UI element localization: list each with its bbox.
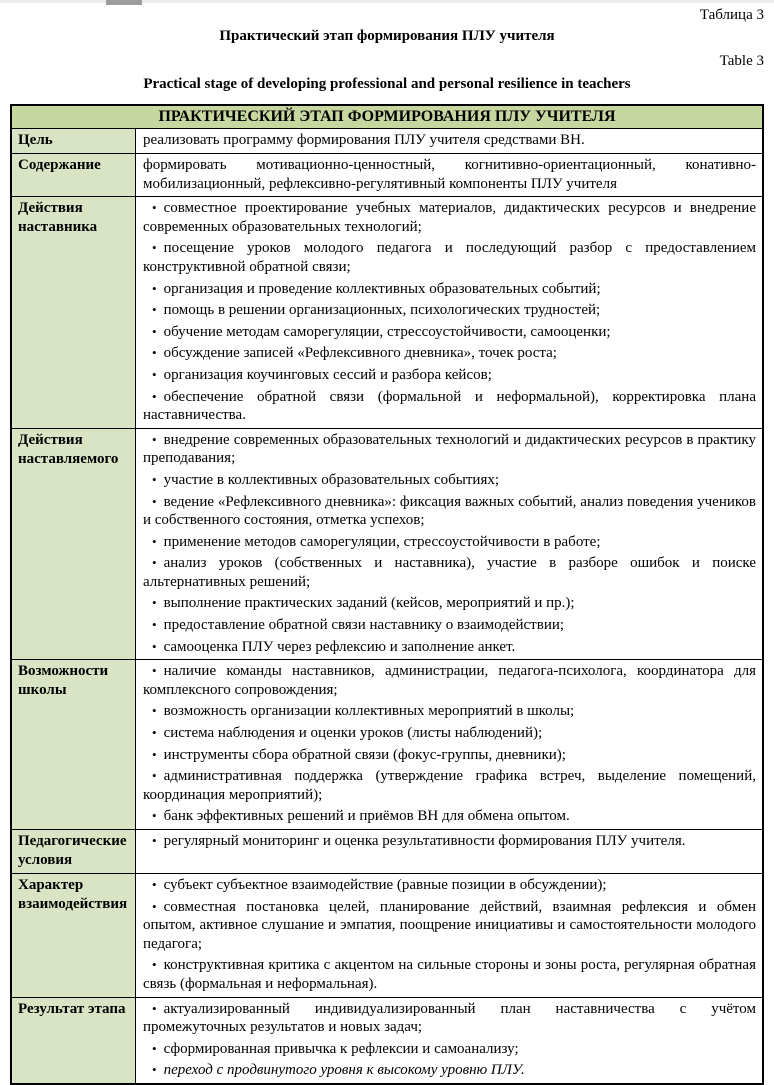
bullet-icon: • — [152, 1000, 157, 1016]
bullet-item: • регулярный мониторинг и оценка результативности формирования ПЛУ учителя. — [152, 833, 686, 849]
bullet-item: • обсуждение записей «Рефлексивного дневника», точек роста; — [152, 345, 557, 362]
bullet-item: • участие в коллективных образовательных событиях; — [152, 471, 500, 488]
bullet-item: • ведение «Рефлексивного дневника»: фиксация важных событий, анализ поведения учеников и собственного состояния, отметка успехов; — [143, 493, 756, 529]
bullet-item: • возможность организации коллективных мероприятий в школы; — [152, 703, 575, 720]
row-label: Результат этапа — [12, 998, 136, 1083]
main-table — [10, 104, 764, 1085]
bullet-item: • субъект субъектное взаимодействие (равные позиции в обсуждении); — [152, 877, 607, 893]
row-content — [136, 998, 762, 1083]
row-label: Характер взаимодействия — [12, 874, 136, 997]
bullet-icon: • — [152, 431, 157, 447]
table-row — [12, 428, 762, 660]
row-label: Действия наставника — [12, 197, 136, 428]
row-content — [136, 429, 762, 660]
table-row — [12, 659, 762, 829]
bullet-icon: • — [152, 471, 157, 487]
bullet-icon: • — [152, 638, 157, 654]
table-body — [12, 128, 762, 1083]
row-label: Действия наставляемого — [12, 429, 136, 660]
table-row — [12, 153, 762, 196]
row-label: Содержание — [12, 154, 136, 196]
bullet-icon: • — [152, 703, 157, 719]
cell-text: формировать мотивационно-ценностный, когнитивно-ориентационный, конативно-мобилизационный, рефлексивно-регулятивный компоненты ПЛУ учителя — [143, 157, 756, 192]
bullet-item: • система наблюдения и оценки уроков (листы наблюдений); — [152, 725, 543, 742]
bullet-icon: • — [152, 617, 157, 633]
bullet-item: • организация коучинговых сессий и разбора кейсов; — [152, 366, 492, 383]
row-content — [136, 197, 762, 428]
table-header: ПРАКТИЧЕСКИЙ ЭТАП ФОРМИРОВАНИЯ ПЛУ УЧИТЕЛЯ — [12, 106, 762, 128]
bullet-item: • анализ уроков (собственных и наставника), участие в разборе ошибок и поиске альтернативных решений; — [143, 555, 756, 590]
bullet-icon: • — [152, 280, 157, 296]
bullet-icon: • — [152, 808, 157, 824]
table-row — [12, 997, 762, 1083]
cell-text: реализовать программу формирования ПЛУ учителя средствами ВН. — [143, 132, 585, 148]
table-number-ru: Таблица 3 — [699, 7, 764, 23]
bullet-item: • конструктивная критика с акцентом на сильные стороны и зоны роста, регулярная обратная связь (формальная и неформальная). — [143, 957, 756, 992]
bullet-icon: • — [152, 302, 157, 318]
row-content — [136, 129, 762, 153]
bullet-item: • совместная постановка целей, планирование действий, взаимная рефлексия и обмен опытом, активное слушание и эмпатия, поощрение инициативы и самостоятельности молодого педагога; — [143, 898, 756, 952]
bullet-icon: • — [152, 833, 157, 848]
bullet-item: • сформированная привычка к рефлексии и самоанализу; — [152, 1040, 519, 1057]
bullet-item: • посещение уроков молодого педагога и последующий разбор с предоставлением конструктивной обратной связи; — [143, 240, 756, 275]
bullet-item: • помощь в решении организационных, психологических трудностей; — [152, 302, 601, 319]
bullet-icon: • — [152, 200, 157, 216]
bullet-icon: • — [152, 555, 157, 571]
bullet-item: • наличие команды наставников, администрации, педагога-психолога, координатора для комплексного сопровождения; — [143, 663, 756, 698]
bullet-icon: • — [152, 1062, 157, 1078]
bullet-icon: • — [152, 877, 157, 892]
bullet-icon: • — [152, 898, 157, 914]
row-content — [136, 874, 762, 997]
bullet-icon: • — [152, 746, 157, 762]
bullet-icon: • — [152, 725, 157, 741]
row-label: Педагогические условия — [12, 830, 136, 873]
bullet-icon: • — [152, 388, 157, 404]
row-content — [136, 830, 762, 873]
bullet-icon: • — [152, 493, 157, 509]
bullet-item: • предоставление обратной связи наставнику о взаимодействии; — [152, 617, 565, 634]
table-row — [12, 873, 762, 997]
page-top-artifact — [106, 0, 142, 5]
bullet-item: • применение методов саморегуляции, стрессоустойчивости в работе; — [152, 533, 601, 550]
bullet-item: • совместное проектирование учебных материалов, дидактических ресурсов и внедрение современных образовательных технологий; — [143, 200, 756, 235]
table-row — [12, 128, 762, 153]
bullet-item: • выполнение практических заданий (кейсов, мероприятий и пр.); — [152, 595, 575, 612]
bullet-item: • банк эффективных решений и приёмов ВН для обмена опытом. — [152, 808, 570, 825]
bullet-icon: • — [152, 957, 157, 973]
bullet-item: • административная поддержка (утверждение графика встреч, выделение помещений, координация мероприятий); — [143, 768, 756, 803]
bullet-item: • самооценка ПЛУ через рефлексию и заполнение анкет. — [152, 638, 516, 655]
bullet-icon: • — [152, 323, 157, 339]
row-label: Возможности школы — [12, 660, 136, 829]
bullet-icon: • — [152, 663, 157, 679]
bullet-icon: • — [152, 1040, 157, 1056]
bullet-item: • организация и проведение коллективных образовательных событий; — [152, 280, 601, 297]
bullet-icon: • — [152, 768, 157, 784]
table-title-ru: Практический этап формирования ПЛУ учителя — [219, 28, 555, 44]
table-row — [12, 829, 762, 873]
bullet-icon: • — [152, 366, 157, 382]
bullet-item: • актуализированный индивидуализированный план наставничества с учётом промежуточных результатов и новых задач; — [143, 1000, 756, 1036]
bullet-icon: • — [152, 345, 157, 361]
row-label: Цель — [12, 129, 136, 153]
bullet-item: • переход с продвинутого уровня к высокому уровню ПЛУ. — [152, 1062, 525, 1079]
bullet-icon: • — [152, 240, 157, 256]
bullet-item: • инструменты сбора обратной связи (фокус-группы, дневники); — [152, 746, 566, 763]
row-content — [136, 154, 762, 196]
row-content — [136, 660, 762, 829]
bullet-item: • обучение методам саморегуляции, стрессоустойчивости, самооценки; — [152, 323, 611, 340]
table-title-en: Practical stage of developing professional and personal resilience in teachers — [143, 76, 631, 92]
bullet-icon: • — [152, 533, 157, 549]
bullet-item: • внедрение современных образовательных технологий и дидактических ресурсов в практику преподавания; — [143, 431, 756, 467]
table-number-en: Table 3 — [719, 53, 764, 69]
bullet-item: • обеспечение обратной связи (формальной и неформальной), корректировка плана наставничества. — [143, 388, 756, 424]
bullet-icon: • — [152, 595, 157, 611]
table-row — [12, 196, 762, 428]
